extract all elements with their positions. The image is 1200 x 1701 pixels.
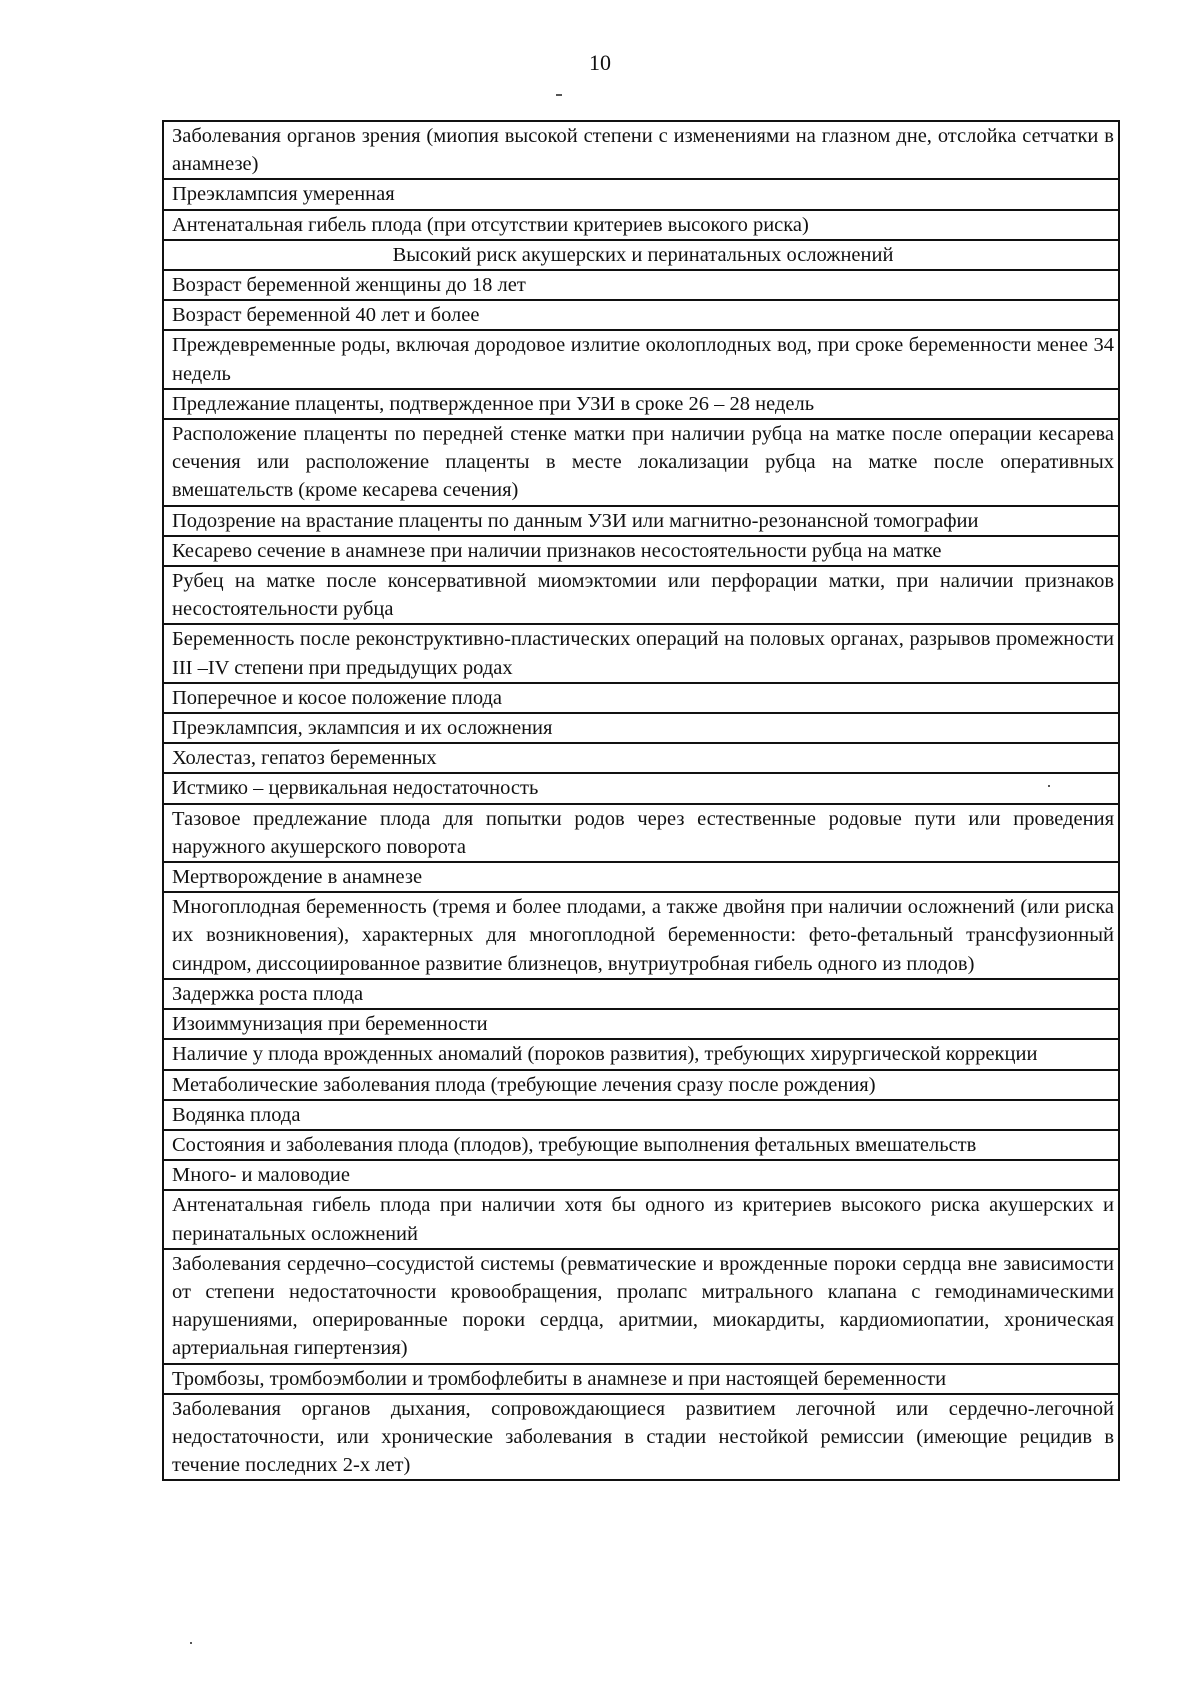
table-row	[163, 506, 1119, 536]
section-header-row	[163, 240, 1119, 270]
table-cell: Многоплодная беременность (тремя и более плодами, а также двойня при наличии осложнений (или риска их возникновения), характерных для многоплодной беременности: фето-фетальный трансфузионный синдром, диссоциированное развитие близнецов, внутриутробная гибель одного из плодов)	[163, 892, 1119, 979]
table-cell: Преждевременные роды, включая дородовое излитие околоплодных вод, при сроке беременности менее 34 недель	[163, 330, 1119, 388]
table-row	[163, 1394, 1119, 1481]
table-cell: Расположение плаценты по передней стенке матки при наличии рубца на матке после операции кесарева сечения или расположение плаценты в месте локализации рубца на матке после оперативных вмешательств (кроме кесарева сечения)	[163, 419, 1119, 506]
table-cell: Изоиммунизация при беременности	[163, 1009, 1119, 1039]
table-row	[163, 179, 1119, 209]
table-row	[163, 683, 1119, 713]
table-cell: Поперечное и косое положение плода	[163, 683, 1119, 713]
page-number: 10	[589, 50, 611, 75]
table-row	[163, 121, 1119, 179]
table-row	[163, 1039, 1119, 1069]
table-cell: Тазовое предлежание плода для попытки родов через естественные родовые пути или проведения наружного акушерского поворота	[163, 804, 1119, 862]
table-cell: Истмико – цервикальная недостаточность	[163, 773, 1119, 803]
table-cell: Возраст беременной 40 лет и более	[163, 300, 1119, 330]
table-cell: Беременность после реконструктивно-пластических операций на половых органах, разрывов промежности III –IV степени при предыдущих родах	[163, 624, 1119, 682]
table-row	[163, 773, 1119, 803]
table-cell: Антенатальная гибель плода (при отсутствии критериев высокого риска)	[163, 210, 1119, 240]
table-row	[163, 1070, 1119, 1100]
table-cell: Метаболические заболевания плода (требующие лечения сразу после рождения)	[163, 1070, 1119, 1100]
table-row	[163, 713, 1119, 743]
table-row	[163, 1130, 1119, 1160]
scan-speck	[190, 1642, 192, 1644]
scan-speck	[1048, 785, 1050, 787]
table-cell: Рубец на матке после консервативной миомэктомии или перфорации матки, при наличии признаков несостоятельности рубца	[163, 566, 1119, 624]
table-row	[163, 210, 1119, 240]
table-row	[163, 1249, 1119, 1364]
table-cell: Преэклампсия, эклампсия и их осложнения	[163, 713, 1119, 743]
table-cell: Тромбозы, тромбоэмболии и тромбофлебиты в анамнезе и при настоящей беременности	[163, 1364, 1119, 1394]
table-cell: Состояния и заболевания плода (плодов), требующие выполнения фетальных вмешательств	[163, 1130, 1119, 1160]
table-cell: Преэклампсия умеренная	[163, 179, 1119, 209]
table-cell: Кесарево сечение в анамнезе при наличии признаков несостоятельности рубца на матке	[163, 536, 1119, 566]
table-cell: Много- и маловодие	[163, 1160, 1119, 1190]
table-row	[163, 419, 1119, 506]
table-cell: Задержка роста плода	[163, 979, 1119, 1009]
table-row	[163, 892, 1119, 979]
table-row	[163, 979, 1119, 1009]
table-cell: Водянка плода	[163, 1100, 1119, 1130]
table-row	[163, 566, 1119, 624]
table-cell: Заболевания органов зрения (миопия высокой степени с изменениями на глазном дне, отслойка сетчатки в анамнезе)	[163, 121, 1119, 179]
table-row	[163, 1364, 1119, 1394]
table-row	[163, 1190, 1119, 1248]
section-header-cell: Высокий риск акушерских и перинатальных осложнений	[163, 240, 1119, 270]
table-cell: Заболевания сердечно–сосудистой системы (ревматические и врожденные пороки сердца вне зависимости от степени недостаточности кровообращения, пролапс митрального клапана с гемодинамическими нарушениями, оперированные пороки сердца, аритмии, миокардиты, кардиомиопатии, хроническая артериальная гипертензия)	[163, 1249, 1119, 1364]
table-row	[163, 804, 1119, 862]
table-cell: Антенатальная гибель плода при наличии хотя бы одного из критериев высокого риска акушерских и перинатальных осложнений	[163, 1190, 1119, 1248]
table-row	[163, 389, 1119, 419]
table-cell: Наличие у плода врожденных аномалий (пороков развития), требующих хирургической коррекции	[163, 1039, 1119, 1069]
table-row	[163, 624, 1119, 682]
table-cell: Заболевания органов дыхания, сопровождающиеся развитием легочной или сердечно-легочной недостаточности, или хронические заболевания в стадии нестойкой ремиссии (имеющие рецидив в течение последних 2-х лет)	[163, 1394, 1119, 1481]
table-row	[163, 1100, 1119, 1130]
table-cell: Возраст беременной женщины до 18 лет	[163, 270, 1119, 300]
table-cell: Подозрение на врастание плаценты по данным УЗИ или магнитно-резонансной томографии	[163, 506, 1119, 536]
table-row	[163, 1009, 1119, 1039]
risk-factors-table	[162, 120, 1120, 1481]
table-cell: Холестаз, гепатоз беременных	[163, 743, 1119, 773]
table-row	[163, 1160, 1119, 1190]
table-cell: Мертворождение в анамнезе	[163, 862, 1119, 892]
table-row	[163, 536, 1119, 566]
scan-speck	[556, 94, 562, 96]
table-row	[163, 862, 1119, 892]
table-row	[163, 743, 1119, 773]
table-row	[163, 300, 1119, 330]
table-row	[163, 330, 1119, 388]
table-row	[163, 270, 1119, 300]
table-cell: Предлежание плаценты, подтвержденное при УЗИ в сроке 26 – 28 недель	[163, 389, 1119, 419]
table-body	[163, 121, 1119, 1480]
